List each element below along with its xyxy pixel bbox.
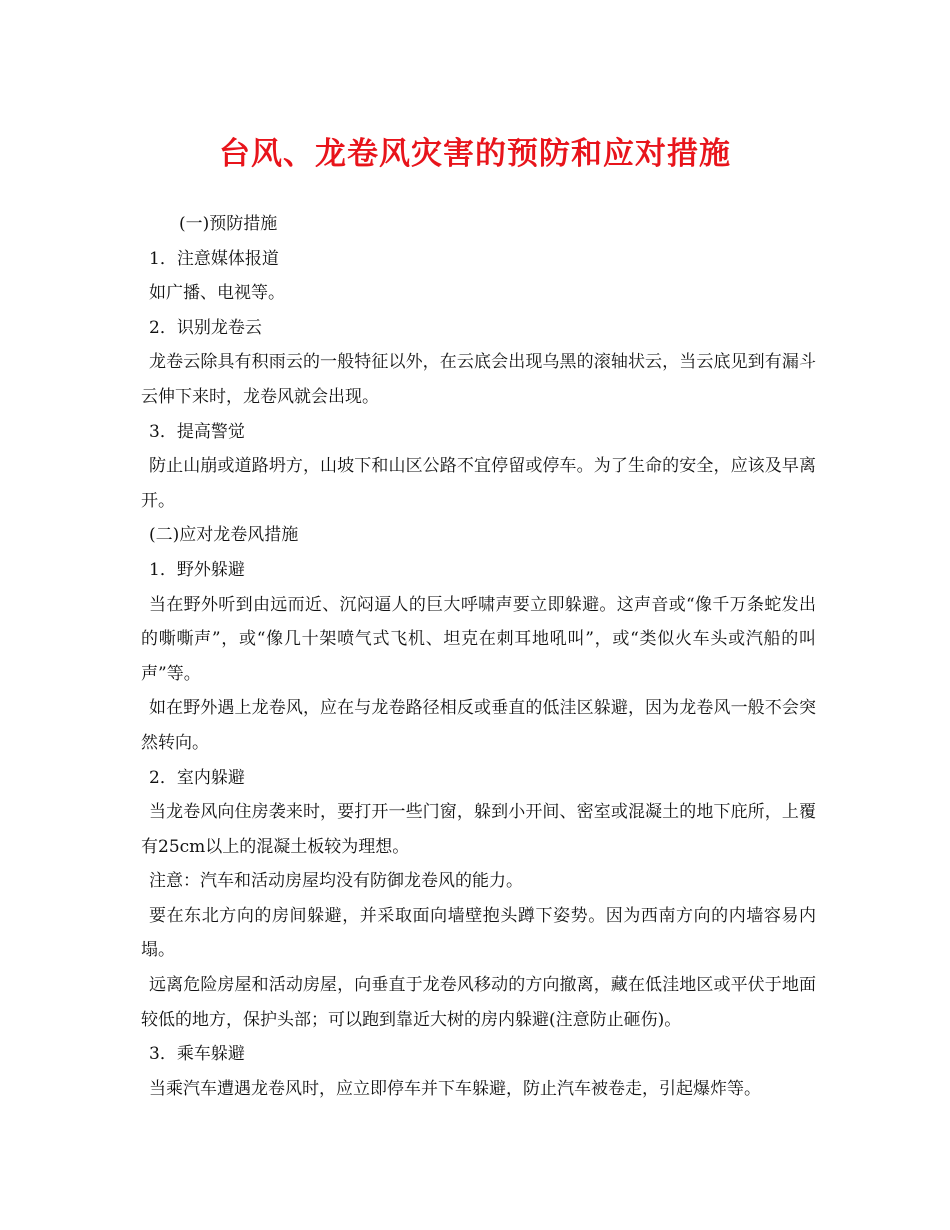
paragraph-vehicle-shelter: 当乘汽车遭遇龙卷风时，应立即停车并下车躲避，防止汽车被卷走，引起爆炸等。: [149, 1078, 761, 1099]
paragraph-vehicle-note: 注意：汽车和活动房屋均没有防御龙卷风的能力。: [149, 871, 523, 892]
subheading-indoor-shelter: 2．室内躲避: [149, 767, 245, 788]
paragraph-tornado-sound: 当在野外听到由远而近、沉闷逼人的巨大呼啸声要立即躲避。这声音或“像千万条蛇发出的嘶嘶声”，或“像几十架喷气式飞机、坦克在刺耳地吼叫”，或“类似火车头或汽船的叫声”等。: [141, 594, 816, 684]
document-body: [141, 207, 816, 1106]
paragraph-tornado-cloud: 龙卷云除具有积雨云的一般特征以外，在云底会出现乌黑的滚轴状云，当云底见到有漏斗云伸下来时，龙卷风就会出现。: [141, 352, 816, 407]
subheading-outdoor-shelter: 1．野外躲避: [149, 559, 245, 580]
subheading-stay-alert: 3．提高警觉: [149, 421, 245, 442]
paragraph-northeast-room: 要在东北方向的房间躲避，并采取面向墙壁抱头蹲下姿势。因为西南方向的内墙容易内塌。: [141, 905, 816, 961]
paragraph-outdoor-lowland: 如在野外遇上龙卷风，应在与龙卷路径相反或垂直的低洼区躲避，因为龙卷风一般不会突然转向。: [141, 698, 816, 753]
subheading-vehicle-shelter: 3．乘车躲避: [149, 1044, 245, 1065]
subheading-media-reports: 1．注意媒体报道: [149, 248, 279, 269]
section-heading-prevention: (一)预防措施: [179, 214, 278, 234]
paragraph-media-examples: 如广播、电视等。: [149, 283, 285, 304]
document-title: 台风、龙卷风灾害的预防和应对措施: [219, 136, 731, 172]
paragraph-evacuation: 远离危险房屋和活动房屋，向垂直于龙卷风移动的方向撤离，藏在低洼地区或平伏于地面较低的地方，保护头部；可以跑到靠近大树的房内躲避(注意防止砸伤)。: [141, 975, 816, 1030]
paragraph-landslide-warning: 防止山崩或道路坍方，山坡下和山区公路不宜停留或停车。为了生命的安全，应该及早离开。: [141, 456, 816, 511]
paragraph-indoor-shelter: 当龙卷风向住房袭来时，要打开一些门窗，躲到小开间、密室或混凝土的地下庇所，上覆有25cm以上的混凝土板较为理想。: [141, 802, 816, 857]
section-heading-response: (二)应对龙卷风措施: [149, 525, 299, 546]
subheading-identify-tornado-cloud: 2．识别龙卷云: [149, 317, 262, 338]
